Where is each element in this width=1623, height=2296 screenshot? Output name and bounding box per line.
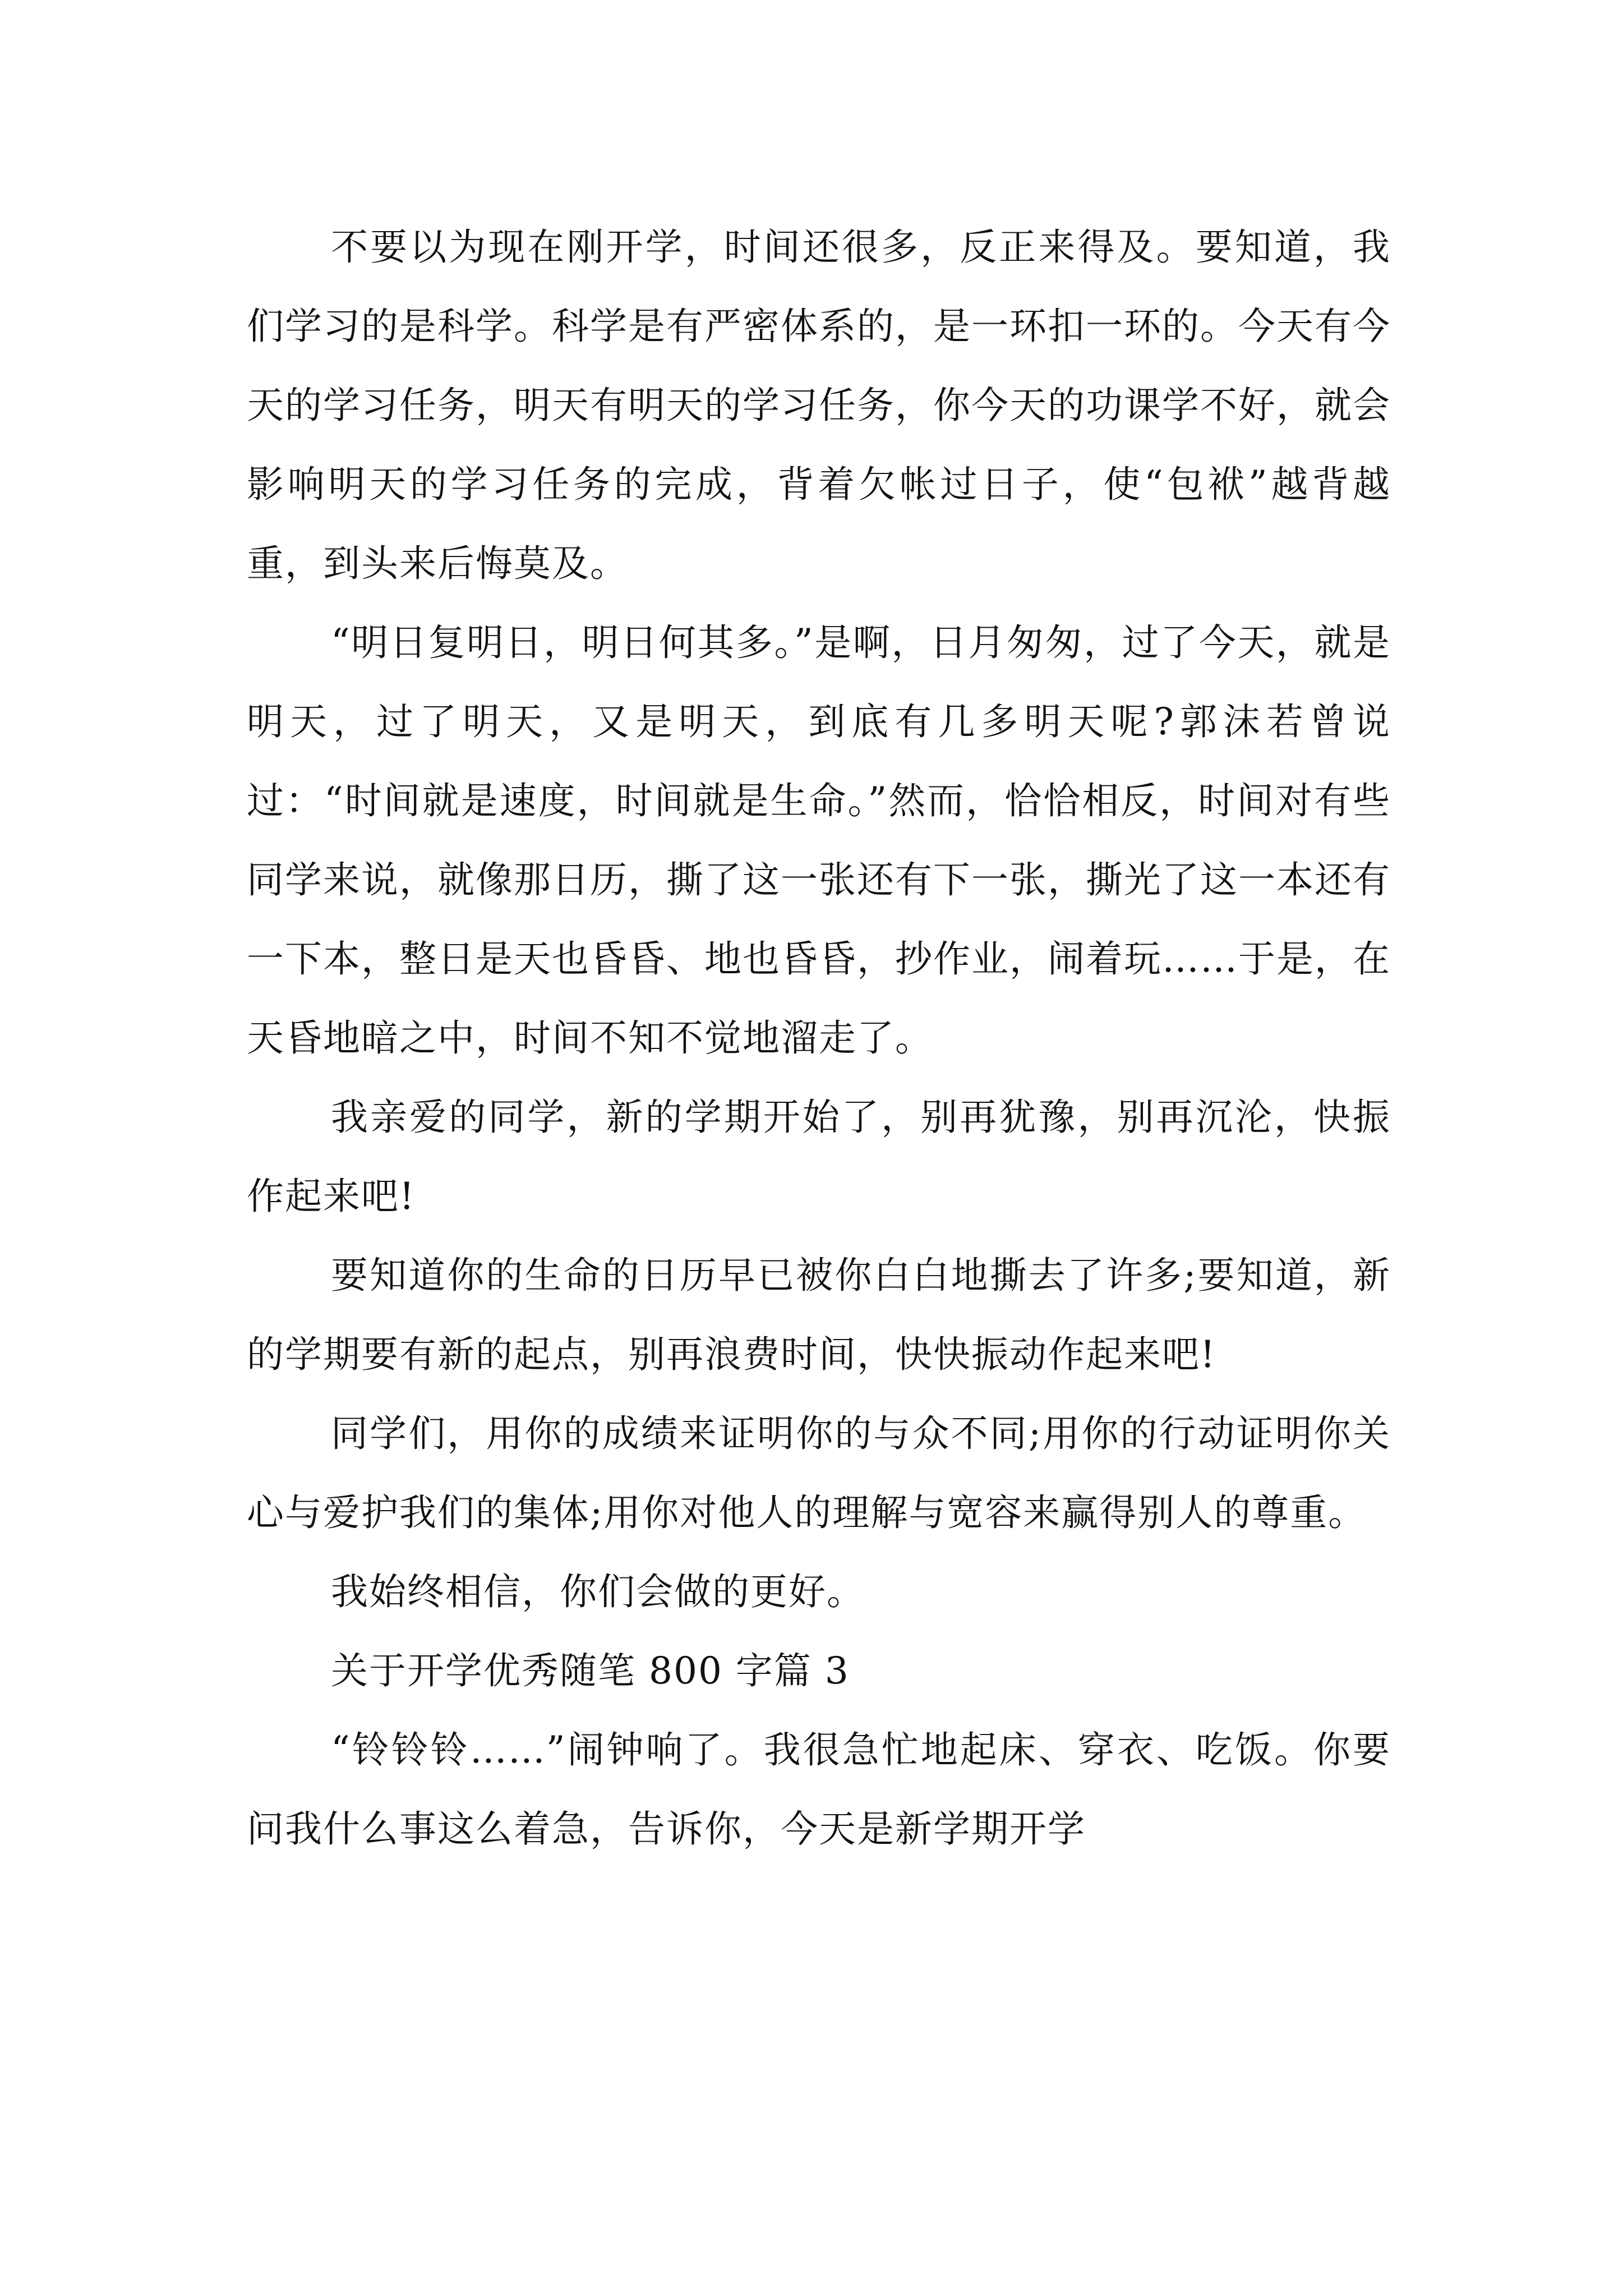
section-heading: 关于开学优秀随笔 800 字篇 3 bbox=[331, 1649, 850, 1692]
paragraph: 不要以为现在刚开学，时间还很多，反正来得及。要知道，我们学习的是科学。科学是有严密体系的，是一环扣一环的。今天有今天的学习任务，明天有明天的学习任务，你今天的功课学不好，就会影响明天的学习任务的完成，背着欠帐过日子，使“包袱”越背越重，到头来后悔莫及。 bbox=[247, 226, 1391, 585]
final-paragraph: “铃铃铃……”闹钟响了。我很急忙地起床、穿衣、吃饭。你要问我什么事这么着急，告诉你，今天是新学期开学 bbox=[247, 1728, 1391, 1851]
paragraph: 要知道你的生命的日历早已被你白白地撕去了许多;要知道，新的学期要有新的起点，别再浪费时间，快快振动作起来吧! bbox=[247, 1254, 1391, 1376]
paragraph: 我始终相信，你们会做的更好。 bbox=[331, 1570, 865, 1613]
paragraph: 我亲爱的同学，新的学期开始了，别再犹豫，别再沉沦，快振作起来吧! bbox=[247, 1096, 1391, 1218]
document-body bbox=[247, 208, 1391, 1869]
paragraph: 同学们，用你的成绩来证明你的与众不同;用你的行动证明你关心与爱护我们的集体;用你对他人的理解与宽容来赢得别人的尊重。 bbox=[247, 1412, 1391, 1534]
paragraph: “明日复明日，明日何其多。”是啊，日月匆匆，过了今天，就是明天，过了明天，又是明天，到底有几多明天呢?郭沫若曾说过：“时间就是速度，时间就是生命。”然而，恰恰相反，时间对有些同学来说，就像那日历，撕了这一张还有下一张，撕光了这一本还有一下本，整日是天也昏昏、地也昏昏，抄作业，闹着玩……于是，在天昏地暗之中，时间不知不觉地溜走了。 bbox=[247, 621, 1391, 1060]
